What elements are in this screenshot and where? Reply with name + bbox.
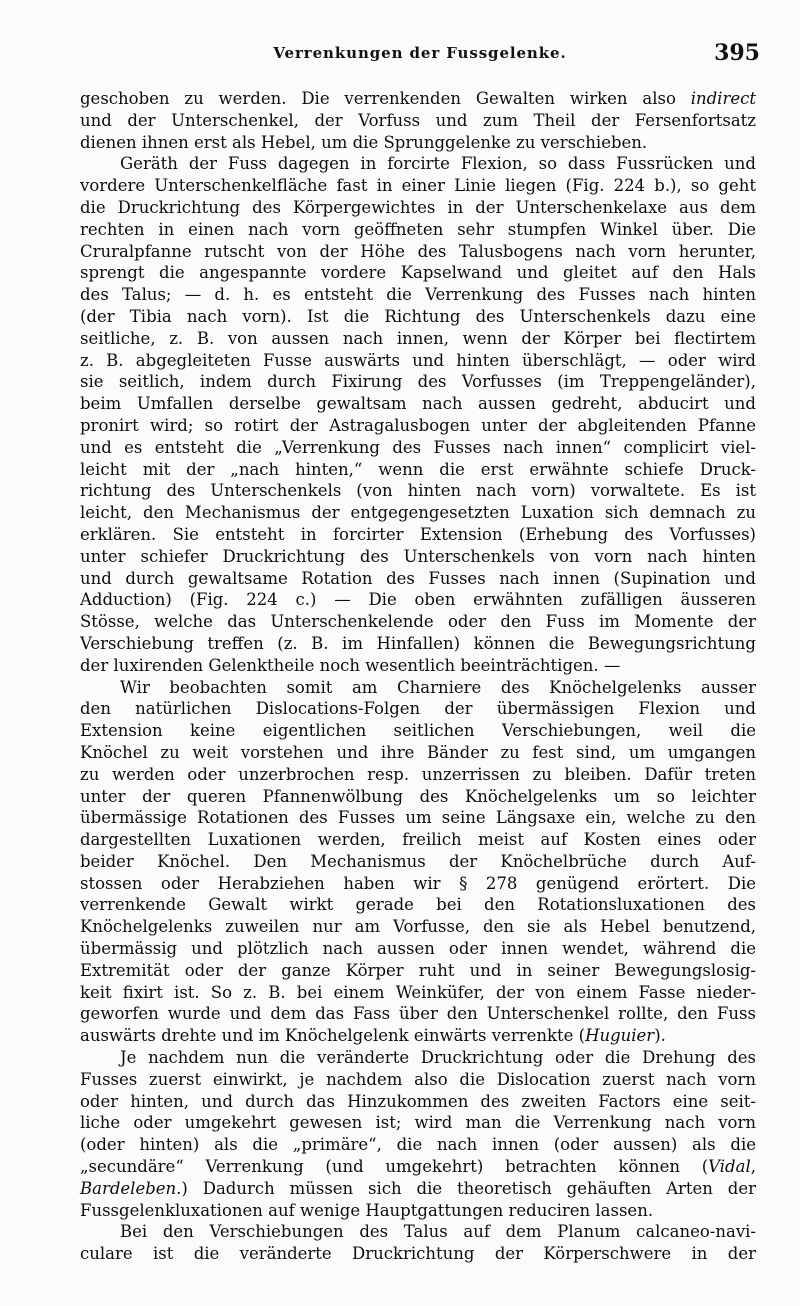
text-line: verrenkende Gewalt wirkt gerade bei den Rotationsluxationen des	[80, 895, 756, 915]
text-line: der luxirenden Gelenktheile noch wesentlich beeinträchtigen. —	[80, 655, 621, 675]
text-line: keit fixirt ist. So z. B. bei einem Weinküfer, der von einem Fasse nieder-	[80, 982, 756, 1002]
text-line: des Talus; — d. h. es entsteht die Verrenkung des Fusses nach hinten	[80, 285, 756, 305]
text-line: unter der queren Pfannenwölbung des Knöchelgelenks um so leichter	[80, 786, 756, 806]
text-line: auswärts drehte und im Knöchelgelenk einwärts verrenkte (Huguier).	[80, 1026, 666, 1046]
text-line: Knöchel zu weit vorstehen und ihre Bänder zu fest sind, um umgangen	[80, 742, 756, 762]
text-line: Adduction) (Fig. 224 c.) — Die oben erwähnten zufälligen äusseren	[80, 590, 756, 610]
text-line: Extremität oder der ganze Körper ruht und in seiner Bewegungslosig-	[80, 960, 756, 980]
text-line: sie seitlich, indem durch Fixirung des Vorfusses (im Treppengeländer),	[80, 372, 756, 392]
text-line: pronirt wird; so rotirt der Astragalusbogen unter der abgleitenden Pfanne	[80, 415, 756, 435]
text-line: Knöchelgelenks zuweilen nur am Vorfusse, den sie als Hebel benutzend,	[80, 917, 756, 937]
text-line: übermässig und plötzlich nach aussen oder innen wendet, während die	[80, 939, 756, 959]
text-line: dargestellten Luxationen werden, freilich meist auf Kosten eines oder	[80, 830, 756, 850]
text-line: Fusses zuerst einwirkt, je nachdem also die Dislocation zuerst nach vorn	[80, 1069, 756, 1089]
text-line: geworfen wurde und dem das Fass über den Unterschenkel rollte, den Fuss	[80, 1004, 756, 1024]
text-line: Verschiebung treffen (z. B. im Hinfallen) können die Bewegungsrichtung	[80, 633, 756, 653]
text-line: Wir beobachten somit am Charniere des Knöchelgelenks ausser	[120, 677, 756, 697]
text-line: rechten in einen nach vorn geöffneten sehr stumpfen Winkel über. Die	[80, 219, 756, 239]
text-line: Geräth der Fuss dagegen in forcirte Flexion, so dass Fussrücken und	[120, 154, 756, 174]
page-number: 395	[714, 40, 760, 66]
text-line: oder hinten, und durch das Hinzukommen des zweiten Factors eine seit-	[80, 1091, 756, 1111]
text-line: vordere Unterschenkelfläche fast in einer Linie liegen (Fig. 224 b.), so geht	[80, 176, 756, 196]
text-line: (oder hinten) als die „primäre“, die nach innen (oder aussen) als die	[80, 1135, 756, 1155]
text-line: dienen ihnen erst als Hebel, um die Sprunggelenke zu verschieben.	[80, 132, 648, 152]
text-line: liche oder umgekehrt gewesen ist; wird man die Verrenkung nach vorn	[80, 1113, 756, 1133]
text-line: die Druckrichtung des Körpergewichtes in der Unterschenkelaxe aus dem	[80, 197, 756, 217]
page-header	[80, 40, 760, 80]
text-line: und es entsteht die „Verrenkung des Fusses nach innen“ complicirt viel-	[80, 437, 756, 457]
text-line: Bardeleben.) Dadurch müssen sich die theoretisch gehäuften Arten der	[80, 1178, 756, 1198]
text-line: übermässige Rotationen des Fusses um seine Längsaxe ein, welche zu den	[80, 808, 756, 828]
text-line: sprengt die angespannte vordere Kapselwand und gleitet auf den Hals	[80, 263, 756, 283]
text-line: beim Umfallen derselbe gewaltsam nach aussen gedreht, abducirt und	[80, 394, 756, 414]
text-line: Cruralpfanne rutscht von der Höhe des Talusbogens nach vorn herunter,	[80, 241, 756, 261]
text-line: z. B. abgegleiteten Fusse auswärts und hinten überschlägt, — oder wird	[80, 350, 756, 370]
text-line: Bei den Verschiebungen des Talus auf dem Planum calcaneo-navi-	[120, 1222, 756, 1242]
text-line: unter schiefer Druckrichtung des Unterschenkels von vorn nach hinten	[80, 546, 756, 566]
text-line: zu werden oder unzerbrochen resp. unzerrissen zu bleiben. Dafür treten	[80, 764, 756, 784]
text-line: „secundäre“ Verrenkung (und umgekehrt) betrachten können (Vidal,	[80, 1157, 756, 1177]
text-line: Stösse, welche das Unterschenkelende oder den Fuss im Momente der	[80, 612, 756, 632]
text-line: Fussgelenkluxationen auf wenige Hauptgattungen reduciren lassen.	[80, 1200, 654, 1220]
text-line: stossen oder Herabziehen haben wir § 278 genügend erörtert. Die	[80, 873, 756, 893]
text-line: (der Tibia nach vorn). Ist die Richtung des Unterschenkels dazu eine	[80, 306, 756, 326]
text-line: culare ist die veränderte Druckrichtung der Körperschwere in der	[80, 1244, 756, 1264]
text-line: Extension keine eigentlichen seitlichen Verschiebungen, weil die	[80, 721, 756, 741]
text-line: geschoben zu werden. Die verrenkenden Gewalten wirken also indirect	[80, 89, 756, 108]
text-line: leicht mit der „nach hinten,“ wenn die erst erwähnte schiefe Druck-	[80, 459, 756, 479]
text-line: beider Knöchel. Den Mechanismus der Knöchelbrüche durch Auf-	[80, 851, 756, 871]
text-line: erklären. Sie entsteht in forcirter Extension (Erhebung des Vorfusses)	[80, 524, 756, 544]
text-line: den natürlichen Dislocations-Folgen der übermässigen Flexion und	[80, 699, 756, 719]
body-text	[80, 88, 756, 1265]
text-line: Je nachdem nun die veränderte Druckrichtung oder die Drehung des	[120, 1048, 756, 1068]
text-line: leicht, den Mechanismus der entgegengesetzten Luxation sich demnach zu	[80, 503, 756, 523]
running-title: Verrenkungen der Fussgelenke.	[273, 44, 567, 62]
text-line: seitliche, z. B. von aussen nach innen, wenn der Körper bei flectirtem	[80, 328, 756, 348]
text-line: und durch gewaltsame Rotation des Fusses nach innen (Supination und	[80, 568, 756, 588]
text-line: und der Unterschenkel, der Vorfuss und zum Theil der Fersenfortsatz	[80, 110, 756, 130]
text-line: richtung des Unterschenkels (von hinten nach vorn) vorwaltete. Es ist	[80, 481, 756, 501]
